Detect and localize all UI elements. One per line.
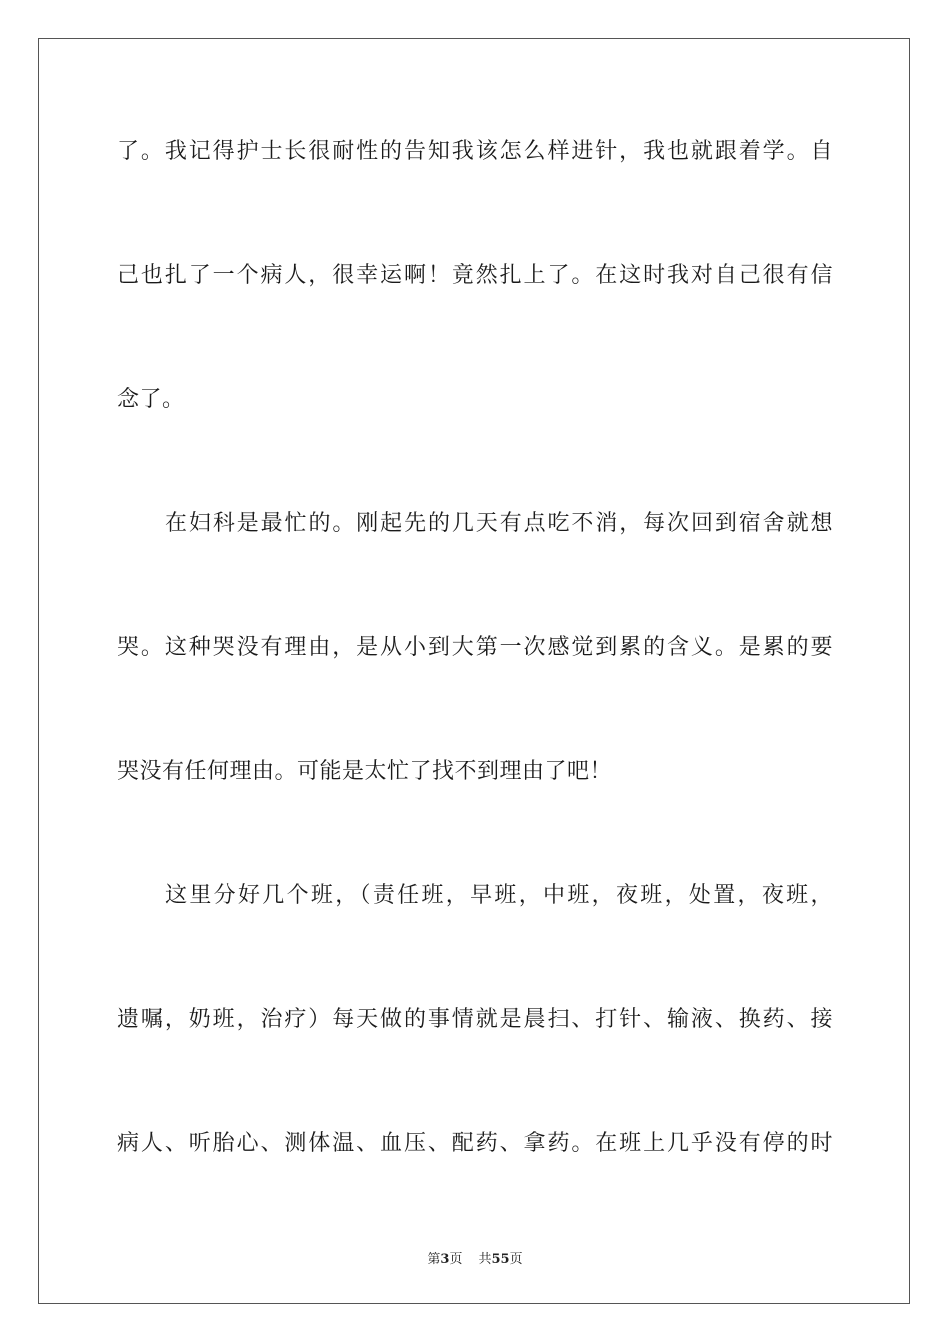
body-text-line: 哭没有任何理由。可能是太忙了找不到理由了吧！ (117, 759, 613, 784)
body-text-line: 念了。 (117, 387, 185, 412)
total-suffix: 页 (509, 1252, 523, 1267)
body-text-line: 遗嘱，奶班，治疗）每天做的事情就是晨扫、打针、输液、换药、接 (117, 1007, 833, 1032)
paragraph-first-line: 在妇科是最忙的。刚起先的几天有点吃不消，每次回到宿舍就想 (165, 511, 833, 536)
page-current: 3 (440, 1252, 450, 1267)
page-total: 55 (491, 1252, 510, 1267)
body-text-line: 病人、听胎心、测体温、血压、配药、拿药。在班上几乎没有停的时 (117, 1131, 833, 1156)
total-prefix: 共 (478, 1252, 492, 1267)
page-suffix: 页 (449, 1252, 463, 1267)
page-border (38, 38, 910, 1304)
body-text-line: 哭。这种哭没有理由，是从小到大第一次感觉到累的含义。是累的要 (117, 635, 833, 660)
body-text-line: 了。我记得护士长很耐性的告知我该怎么样进针，我也就跟着学。自 (117, 139, 833, 164)
page-footer (0, 1248, 950, 1267)
paragraph-first-line: 这里分好几个班，（责任班，早班，中班，夜班，处置，夜班， (165, 883, 833, 908)
body-text-line: 己也扎了一个病人，很幸运啊！竟然扎上了。在这时我对自己很有信 (117, 263, 833, 288)
page-prefix: 第 (427, 1252, 441, 1267)
